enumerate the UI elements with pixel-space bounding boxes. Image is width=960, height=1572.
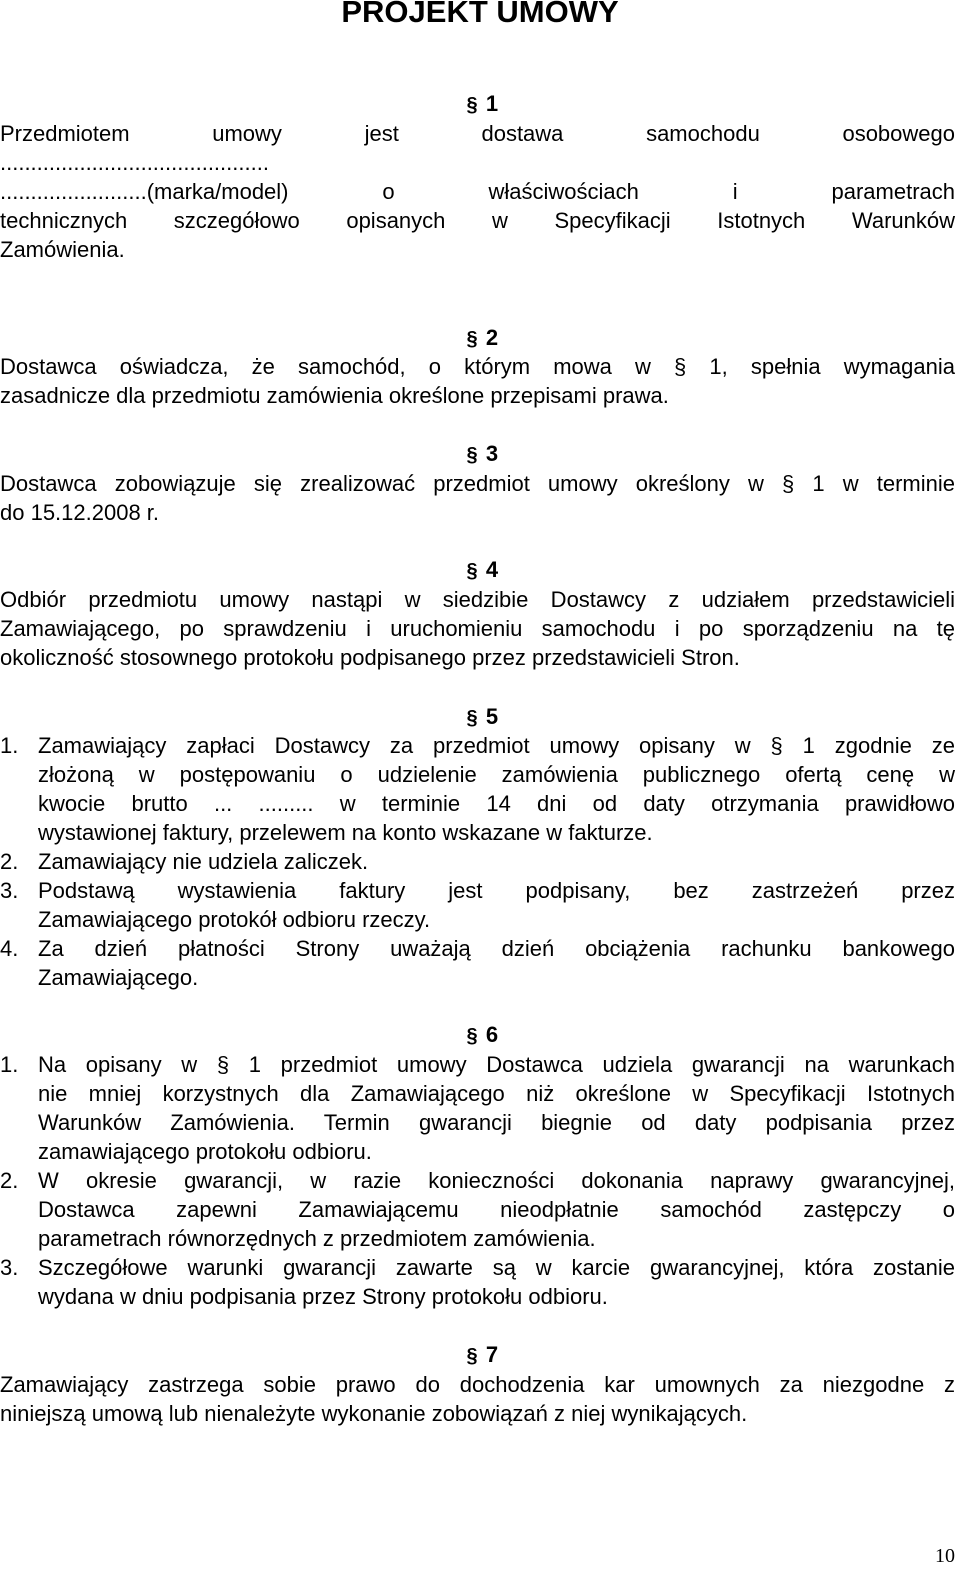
section-3-line: Dostawca zobowiązuje się zrealizować przedmiot umowy określony w § 1 w terminie: [0, 471, 955, 496]
list-item-line: Zamawiający zapłaci Dostawcy za przedmiot umowy opisany w § 1 zgodnie ze: [38, 733, 955, 758]
section-sign-icon: [462, 94, 482, 114]
svg-text:§: §: [466, 560, 478, 580]
list-item: [0, 1253, 955, 1311]
list-item-line: wydana w dniu podpisania przez Strony protokołu odbioru.: [38, 1284, 608, 1309]
list-item: [0, 1050, 955, 1166]
section-sign-icon: [462, 444, 482, 464]
list-item-line: Warunków Zamówienia. Termin gwarancji biegnie od daty podpisania przez: [38, 1110, 955, 1135]
list-item-number: 1.: [0, 733, 19, 758]
section-sign-icon: [462, 1345, 482, 1365]
section-7-text: [0, 1370, 955, 1428]
list-item: [0, 876, 955, 934]
list-item-line: wystawionej faktury, przelewem na konto wskazane w fakturze.: [38, 820, 653, 845]
list-item-line: Zamawiający nie udziela zaliczek.: [38, 849, 369, 874]
section-sign-icon: [462, 560, 482, 580]
section-4-line: Odbiór przedmiotu umowy nastąpi w siedzibie Dostawcy z udziałem przedstawicieli: [0, 587, 955, 612]
list-item-line: Podstawą wystawienia faktury jest podpisany, bez zastrzeżeń przez: [38, 878, 955, 903]
svg-text:§: §: [466, 94, 478, 114]
section-3-line: do 15.12.2008 r.: [0, 500, 160, 525]
section-5-number: 5: [485, 704, 499, 729]
section-1-line: ........................(marka/model) o właściwościach i parametrach: [0, 179, 955, 204]
list-item-line: parametrach równorzędnych z przedmiotem zamówienia.: [38, 1226, 596, 1251]
list-item-line: nie mniej korzystnych dla Zamawiającego niż określone w Specyfikacji Istotnych: [38, 1081, 955, 1106]
svg-text:§: §: [466, 328, 478, 348]
section-3-text: [0, 469, 955, 527]
section-4-text: [0, 585, 955, 672]
list-item-line: W okresie gwarancji, w razie konieczności dokonania naprawy gwarancyjnej,: [38, 1168, 955, 1193]
list-item: [0, 1166, 955, 1253]
section-6-list: [0, 1050, 955, 1311]
list-item-number: 1.: [0, 1052, 19, 1077]
section-6-number: 6: [485, 1022, 499, 1047]
section-4-line: Zamawiającego, po sprawdzeniu i uruchomieniu samochodu i po sporządzeniu na tę: [0, 616, 955, 641]
list-item: [0, 847, 955, 876]
section-7-number: 7: [485, 1342, 499, 1367]
list-item-number: 3.: [0, 1255, 19, 1280]
list-item-line: złożoną w postępowaniu o udzielenie zamówienia publicznego ofertą cenę w: [38, 762, 955, 787]
section-7-heading: [0, 1340, 960, 1369]
section-sign-icon: [462, 328, 482, 348]
list-item-line: zamawiającego protokołu odbioru.: [38, 1139, 372, 1164]
section-1-number: 1: [485, 91, 499, 116]
section-1-line: Zamówienia.: [0, 237, 125, 262]
svg-text:§: §: [466, 1025, 478, 1045]
list-item-number: 2.: [0, 849, 19, 874]
section-1-line: ............................................: [0, 150, 269, 175]
section-1-text: [0, 119, 955, 264]
section-2-text: [0, 352, 955, 410]
svg-text:§: §: [466, 707, 478, 727]
list-item: [0, 731, 955, 847]
section-4-number: 4: [485, 557, 499, 582]
section-3-heading: [0, 439, 960, 468]
document-title: PROJEKT UMOWY: [341, 0, 619, 29]
svg-text:§: §: [466, 1345, 478, 1365]
section-5-list: [0, 731, 955, 992]
page-number: 10: [935, 1545, 955, 1567]
section-2-line: zasadnicze dla przedmiotu zamówienia określone przepisami prawa.: [0, 383, 669, 408]
list-item-number: 4.: [0, 936, 19, 961]
section-7-line: niniejszą umową lub nienależyte wykonanie zobowiązań z niej wynikających.: [0, 1401, 748, 1426]
section-sign-icon: [462, 1025, 482, 1045]
section-3-number: 3: [485, 441, 499, 466]
list-item-line: Zamawiającego.: [38, 965, 199, 990]
list-item-line: kwocie brutto ... ......... w terminie 14 dni od daty otrzymania prawidłowo: [38, 791, 955, 816]
section-2-heading: [0, 323, 960, 352]
list-item-line: Dostawca zapewni Zamawiającemu nieodpłatnie samochód zastępczy o: [38, 1197, 955, 1222]
section-2-line: Dostawca oświadcza, że samochód, o którym mowa w § 1, spełnia wymagania: [0, 354, 955, 379]
section-7-line: Zamawiający zastrzega sobie prawo do dochodzenia kar umownych za niezgodne z: [0, 1372, 955, 1397]
section-5-heading: [0, 702, 960, 731]
list-item-line: Szczegółowe warunki gwarancji zawarte są w karcie gwarancyjnej, która zostanie: [38, 1255, 955, 1280]
list-item-line: Na opisany w § 1 przedmiot umowy Dostawca udziela gwarancji na warunkach: [38, 1052, 955, 1077]
section-sign-icon: [462, 707, 482, 727]
section-1-heading: [0, 89, 960, 118]
list-item-line: Za dzień płatności Strony uważają dzień obciążenia rachunku bankowego: [38, 936, 955, 961]
section-4-line: okoliczność stosownego protokołu podpisanego przez przedstawicieli Stron.: [0, 645, 740, 670]
section-2-number: 2: [485, 325, 499, 350]
svg-text:§: §: [466, 444, 478, 464]
list-item: [0, 934, 955, 992]
section-4-heading: [0, 555, 960, 584]
list-item-number: 3.: [0, 878, 19, 903]
section-6-heading: [0, 1020, 960, 1049]
section-1-line: Przedmiotem umowy jest dostawa samochodu osobowego: [0, 121, 955, 146]
list-item-number: 2.: [0, 1168, 19, 1193]
list-item-line: Zamawiającego protokół odbioru rzeczy.: [38, 907, 431, 932]
section-1-line: technicznych szczegółowo opisanych w Specyfikacji Istotnych Warunków: [0, 208, 955, 233]
